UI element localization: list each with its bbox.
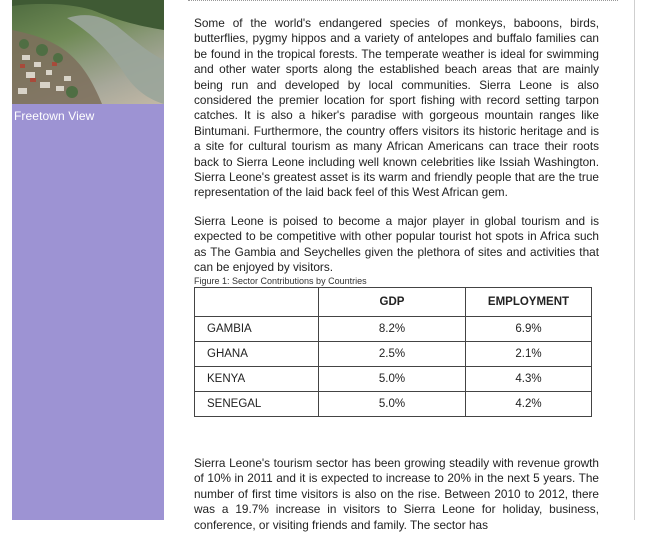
body-text xyxy=(194,16,599,289)
freetown-photo xyxy=(12,0,164,104)
header-country xyxy=(195,288,319,317)
sector-contributions-table xyxy=(194,287,592,417)
table-header-row xyxy=(195,288,592,317)
country-cell: GHANA xyxy=(195,342,319,367)
paragraph-outlook: Sierra Leone is poised to become a major player in global tourism and is expected to be competitive with other popular tourist hot spots in Africa such as The Gambia and Seychelles given the plethora of sites and activities that can be enjoyed by visitors. xyxy=(194,213,599,275)
employment-cell: 6.9% xyxy=(466,317,592,342)
table-row xyxy=(195,342,592,367)
country-cell: KENYA xyxy=(195,367,319,392)
table-row xyxy=(195,317,592,342)
country-cell: GAMBIA xyxy=(195,317,319,342)
gdp-cell: 5.0% xyxy=(319,367,466,392)
gdp-cell: 5.0% xyxy=(319,392,466,417)
top-rule xyxy=(188,0,618,2)
table-row xyxy=(195,392,592,417)
figure-caption: Figure 1: Sector Contributions by Countries xyxy=(194,276,367,286)
table-row xyxy=(195,367,592,392)
employment-cell: 2.1% xyxy=(466,342,592,367)
country-cell: SENEGAL xyxy=(195,392,319,417)
gdp-cell: 8.2% xyxy=(319,317,466,342)
employment-cell: 4.2% xyxy=(466,392,592,417)
paragraph-growth: Sierra Leone's tourism sector has been growing steadily with revenue growth of 10% in 2011 and it is expected to increase to 20% in the next 5 years. The number of first time visitors is also on the rise. Between 2010 to 2012, there was a 19.7% increase in visitors to Sierra Leone for holiday, business, conference, or visiting friends and family. The sector has xyxy=(194,456,599,532)
employment-cell: 4.3% xyxy=(466,367,592,392)
freetown-photo-image xyxy=(12,0,164,104)
header-employment: EMPLOYMENT xyxy=(466,288,592,317)
sidebar-panel xyxy=(12,0,164,520)
paragraph-wildlife: Some of the world's endangered species of monkeys, baboons, birds, butterflies, pygmy hippos and a variety of antelopes and buffalo families can be found in the tropical forests. The temperate weather is ideal for swimming and other water sports along the established beach areas that are mainly being run and developed by local communities. Sierra Leone is also considered the premier location for sport fishing with record setting tarpon catches. It is also a hiker's paradise with gorgeous mountain ranges like Bintumani. Furthermore, the country offers visitors its historic heritage and is a site for cultural tourism as many African Americans can trace their roots back to Sierra Leone including well known celebrities like Issiah Washington. Sierra Leone's greatest asset is its warm and friendly people that are the true representation of the laid back feel of this West African gem. xyxy=(194,16,599,200)
header-gdp: GDP xyxy=(319,288,466,317)
photo-caption: Freetown View xyxy=(14,109,95,123)
page-margin xyxy=(634,0,668,520)
gdp-cell: 2.5% xyxy=(319,342,466,367)
